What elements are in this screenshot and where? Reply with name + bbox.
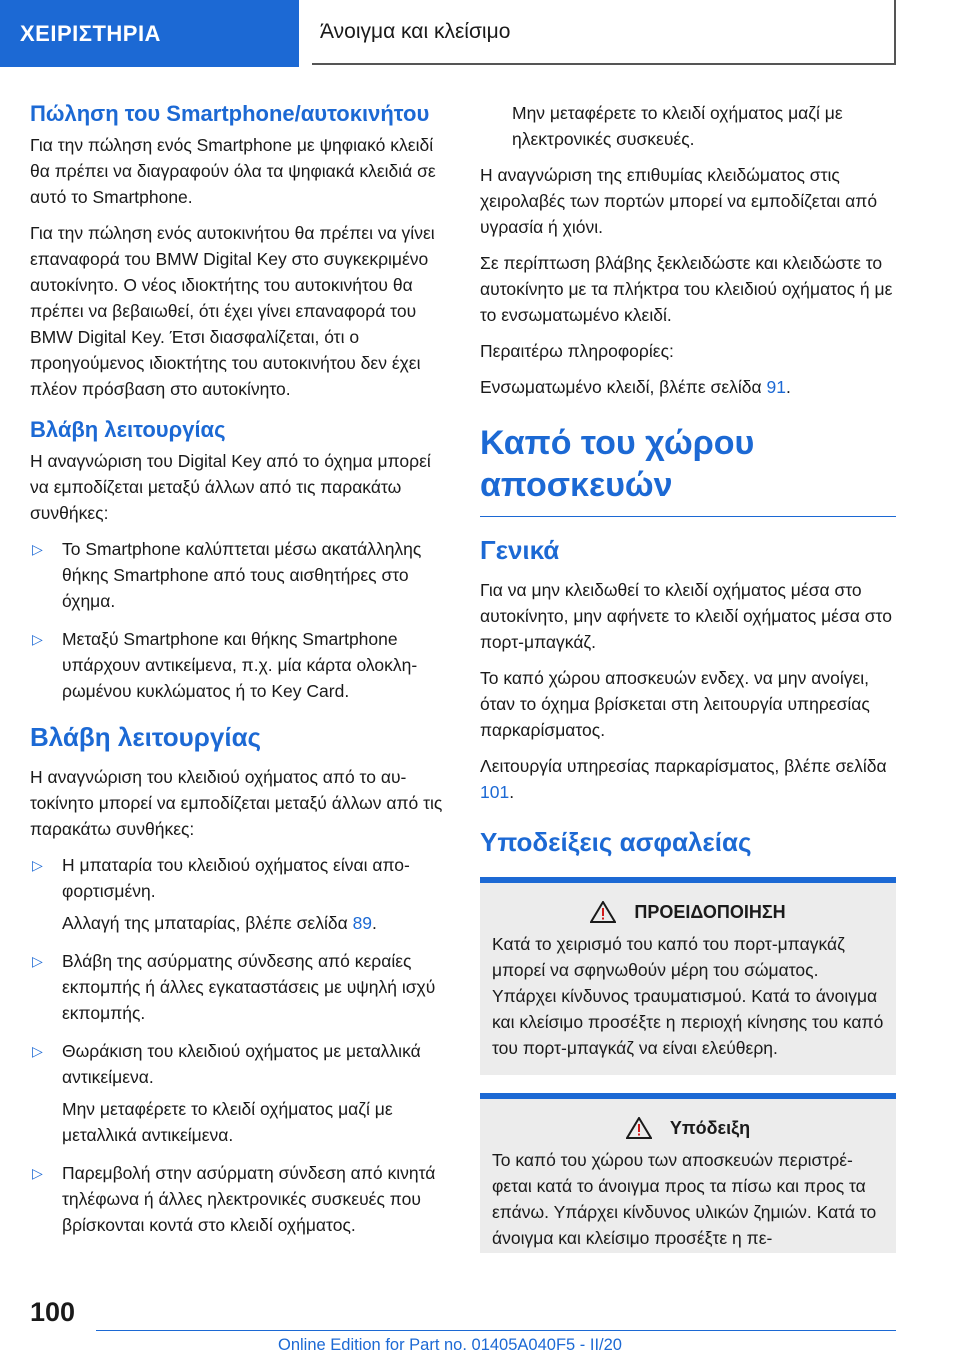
fault-list-digital-key — [30, 536, 448, 704]
list-item: ▷ Βλάβη της ασύρματης σύνδεσης από κεραίες εκπομπής ή άλλες εγκαταστάσεις με υψηλή ισχύ εκπομπής. — [30, 948, 448, 1026]
heading-key-fault: Βλάβη λειτουργίας — [30, 722, 262, 752]
triangle-bullet-icon: ▷ — [32, 541, 43, 557]
left-column — [30, 100, 448, 1250]
page-link-89[interactable]: 89 — [352, 913, 373, 933]
right-column — [480, 100, 896, 1253]
warning-icon — [590, 901, 616, 923]
heading-trunk-lid: Καπό του χώρου αποσκευών — [480, 422, 896, 517]
page-header — [0, 0, 960, 67]
list-item: ▷ Το Smartphone καλύπτεται μέσω ακατάλληλης θήκης Smartphone από τους αισθητήρες στο όχημα. — [30, 536, 448, 614]
paragraph: Η αναγνώριση του Digital Key από το όχημα μπορεί να εμποδίζεται μεταξύ άλλων από τις παρακάτω συνθήκες: — [30, 451, 431, 523]
paragraph: Μην μεταφέρετε το κλειδί οχήματος μαζί με ηλεκτρονικές συσκευές. — [512, 103, 843, 149]
warning-title: ΠΡΟΕΙΔΟΠΟΙΗΣΗ — [634, 901, 786, 922]
paragraph: Η αναγνώριση της επιθυμίας κλειδώματος στις χειρολαβές των πορτών μπορεί να εμποδίζεται από υγρασία ή χιόνι. — [480, 165, 878, 237]
footer-edition: Online Edition for Part no. 01405A040F5 - II/20 — [278, 1336, 622, 1354]
paragraph: Λειτουργία υπηρεσίας παρκαρίσματος, βλέπε σελίδα 101. — [480, 756, 887, 802]
paragraph: Το καπό χώρου αποσκευών ενδεχ. να μην ανοίγει, όταν το όχημα βρίσκεται στη λειτουργία υπηρεσίας παρκαρίσματος. — [480, 668, 870, 740]
paragraph: Σε περίπτωση βλάβης ξεκλειδώστε και κλειδώστε το αυτοκίνητο με τα πλήκτρα του κλειδιού οχήματος ή με το ενσωματωμένο κλειδί. — [480, 253, 893, 325]
warning-box — [480, 877, 896, 1075]
warning-text: Κατά το χειρισμό του καπό του πορτ-μπαγκάζ μπορεί να σφηνωθούν μέρη του σώματος. Υπάρχει κίνδυνος τραυματισμού. Κατά το άνοιγμα και κλείσιμο προσέξτε η περιοχή κίνησης του καπό του πορτ-μπαγκάζ να είναι ελεύθερη. — [492, 934, 884, 1058]
heading-digital-key-fault: Βλάβη λειτουργίας — [30, 417, 226, 442]
note-box — [480, 1093, 896, 1253]
section-title: ΧΕΙΡΙΣΤΗΡΙΑ — [0, 0, 299, 67]
heading-safety: Υποδείξεις ασφαλείας — [480, 827, 752, 857]
triangle-bullet-icon: ▷ — [32, 1043, 43, 1059]
page-link-91[interactable]: 91 — [766, 377, 786, 397]
paragraph: Ενσωματωμένο κλειδί, βλέπε σελίδα 91. — [480, 377, 791, 397]
list-item: ▷ Παρεμβολή στην ασύρματη σύνδεση από κινητά τηλέφωνα ή άλλες ηλεκτρονικές συσκευές που βρίσκονται κοντά στο κλειδί οχήματος. — [30, 1160, 448, 1238]
list-item: ▷ Η μπαταρία του κλειδιού οχήματος είναι αποφορτισμένη. Αλλαγή της μπαταρίας, βλέπε σελίδα 89. — [30, 852, 448, 936]
note-title: Υπόδειξη — [669, 1117, 751, 1138]
paragraph: Η αναγνώριση του κλειδιού οχήματος από το αυτοκίνητο μπορεί να εμποδίζεται μεταξύ άλλων από τις παρακάτω συνθήκες: — [30, 767, 443, 839]
fault-list-vehicle-key — [30, 852, 448, 1238]
paragraph: Για να μην κλειδωθεί το κλειδί οχήματος μέσα στο αυτοκίνητο, μην αφήνετε το κλειδί οχήματος μέσα στο πορτ-μπαγκάζ. — [480, 580, 892, 652]
footer-divider — [96, 1330, 896, 1331]
heading-smartphone-sale: Πώληση του Smartphone/αυτοκινήτου — [30, 101, 430, 126]
topic-title: Άνοιγμα και κλείσιμο — [312, 0, 896, 65]
triangle-bullet-icon: ▷ — [32, 857, 43, 873]
note-text: Το καπό του χώρου των αποσκευών περιστρέφεται κατά το άνοιγμα προς τα πίσω και προς τα επάνω. Υπάρχει κίνδυνος υλικών ζημιών. Κατά το άνοιγμα και κλείσιμο προσέξτε η πε- — [492, 1150, 877, 1248]
triangle-bullet-icon: ▷ — [32, 1165, 43, 1181]
triangle-bullet-icon: ▷ — [32, 631, 43, 647]
list-item: ▷ Μεταξύ Smartphone και θήκης Smartphone υπάρχουν αντικείμενα, π.χ. μία κάρτα ολοκληρωμένου κυκλώματος ή το Key Card. — [30, 626, 448, 704]
page-link-101[interactable]: 101 — [480, 782, 510, 802]
paragraph: Περαιτέρω πληροφορίες: — [480, 341, 674, 361]
paragraph: Για την πώληση ενός αυτοκινήτου θα πρέπει να γίνει επαναφορά του BMW Digital Key στο συγκεκριμένο αυτοκίνητο. Ο νέος ιδιοκτήτης του αυτοκινήτου θα πρέπει να βεβαιωθεί, ότι έχει γίνει επαναφορά του BMW Digital Key. Έτσι διασφαλίζεται, ότι ο προηγούμενος ιδιοκτήτης του αυτοκινήτου δεν έχει πλέον πρόσβαση στο αυτοκίνητο. — [30, 223, 435, 399]
paragraph: Για την πώληση ενός Smartphone με ψηφιακό κλειδί θα πρέπει να διαγραφούν όλα τα ψηφιακά κλειδιά σε αυτό το Smartphone. — [30, 135, 436, 207]
warning-icon — [626, 1117, 652, 1139]
triangle-bullet-icon: ▷ — [32, 953, 43, 969]
page-number: 100 — [30, 1297, 76, 1327]
heading-general: Γενικά — [480, 535, 560, 565]
list-item: ▷ Θωράκιση του κλειδιού οχήματος με μεταλλικά αντικείμενα. Μην μεταφέρετε το κλειδί οχήματος μαζί με μεταλλικά αντικείμενα. — [30, 1038, 448, 1148]
